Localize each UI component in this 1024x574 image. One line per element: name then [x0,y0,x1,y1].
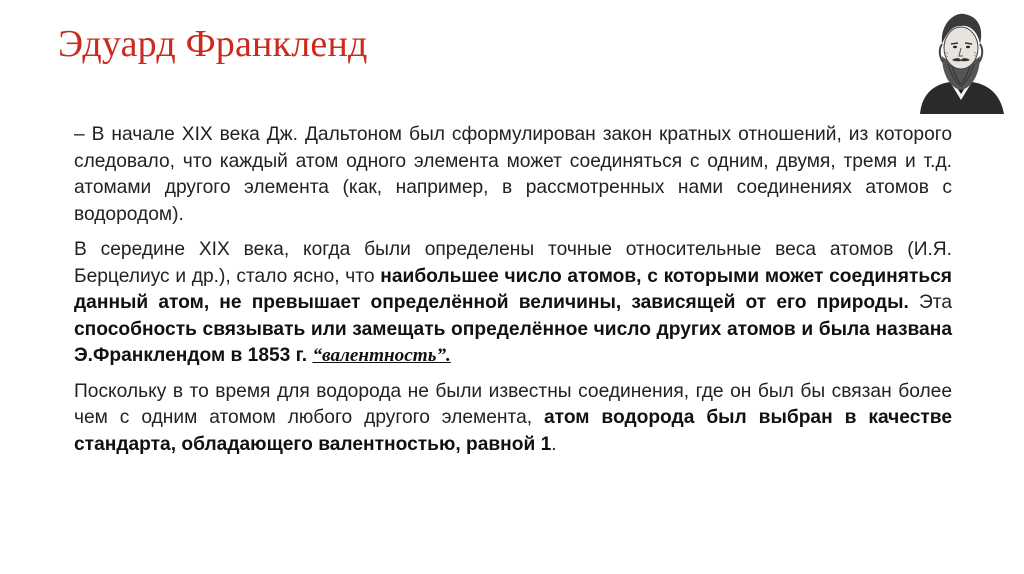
text-run: В середине XIX века, когда были определены точные относительные веса атомов (И.Я. Берцелиус и др.), стало ясно, что [74,239,952,287]
bold-text: наибольшее число атомов, с которыми может соединяться данный атом, не превышает определённой величины, зависящей от его природы. [74,265,952,313]
text-run: Эта [908,292,952,313]
text-run: – В начале XIX века Дж. Дальтоном был сформулирован закон кратных отношений, из которого следовало, что каждый атом одного элемента может соединяться с одним, двумя, тремя и т.д. атомами другого элемента (как, например, в рассмотренных нами соединениях атомов с водородом). [74,124,952,225]
slide-body [74,122,952,467]
bold-text: атом водорода был выбран в качестве стандарта, обладающего валентностью, равной 1 [74,407,952,455]
portrait-icon [912,4,1010,114]
text-run: Поскольку в то время для водорода не были известны соединения, где он был бы связан более чем с одним атомом любого другого элемента, [74,380,952,428]
text-run: . [551,433,557,455]
valency-term: “валентность”. [312,345,451,366]
slide-title: Эдуард Франкленд [58,23,368,65]
paragraph [74,237,952,370]
paragraph [74,379,952,459]
bold-text: способность связывать или замещать определённое число других атомов и была названа Э.Франклендом в 1853 г. [74,318,952,366]
paragraph [74,122,952,228]
